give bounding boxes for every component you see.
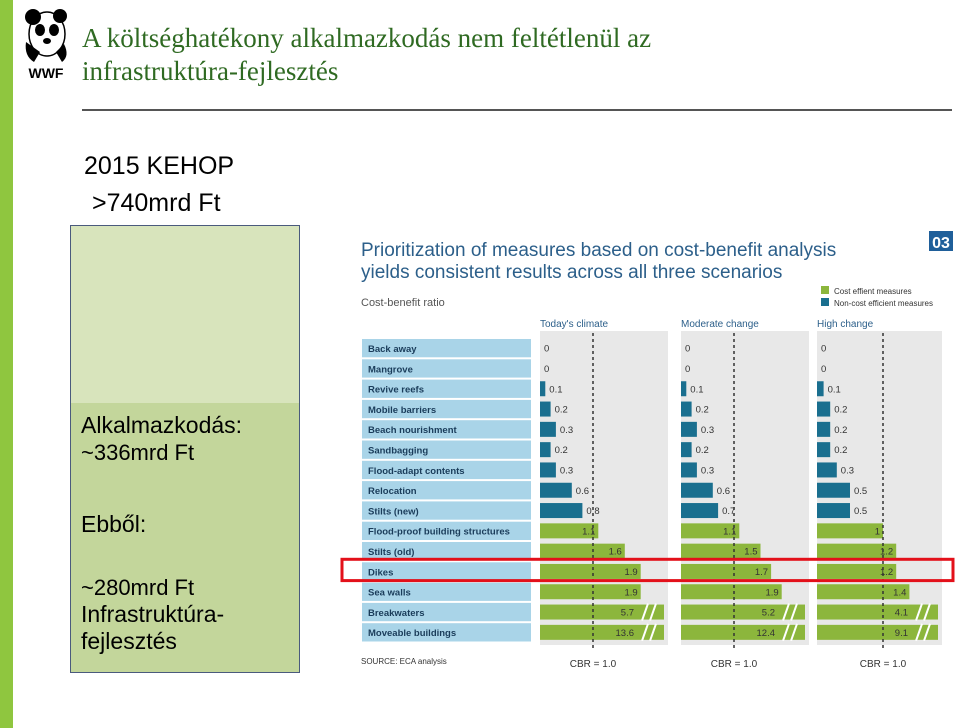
- data-label: 0.1: [549, 384, 563, 396]
- reference-label: CBR = 1.0: [569, 659, 617, 670]
- kehop-year: 2015 KEHOP: [84, 152, 235, 180]
- bar: [817, 503, 850, 518]
- data-label: 4.1: [894, 607, 908, 619]
- data-label: 0: [685, 343, 691, 355]
- category-label: Moveable buildings: [368, 628, 457, 640]
- legend-label-non-cost-efficient: Non-cost efficient measures: [834, 299, 934, 308]
- title-line-2: infrastruktúra-fejlesztés: [82, 56, 339, 86]
- category-label: Breakwaters: [368, 607, 425, 619]
- data-label: 5.7: [620, 607, 634, 619]
- data-label: 0.6: [716, 485, 731, 497]
- bar: [540, 462, 556, 477]
- data-label: 0.2: [554, 445, 568, 457]
- data-label: 0: [544, 363, 550, 375]
- data-label: 1.9: [624, 587, 638, 599]
- data-label: 0.5: [854, 506, 868, 518]
- data-label: 0.1: [827, 384, 841, 396]
- bar: [817, 483, 850, 498]
- category-label: Back away: [368, 344, 417, 355]
- data-label: 0.2: [695, 404, 709, 416]
- data-label: 1.2: [879, 546, 894, 558]
- data-label: 0.3: [559, 465, 574, 477]
- data-label: 0.2: [834, 445, 848, 457]
- scenario-header: High change: [817, 319, 874, 330]
- scenario-header: Moderate change: [681, 319, 759, 330]
- bar: [540, 422, 556, 437]
- data-label: 0.6: [575, 485, 590, 497]
- data-label: 0.3: [840, 465, 855, 477]
- infrastructure-label-2: fejlesztés: [81, 628, 177, 654]
- kehop-amount: >740mrd Ft: [92, 189, 221, 217]
- adaptation-value: ~336mrd Ft: [81, 440, 195, 465]
- category-label: Mangrove: [368, 364, 413, 376]
- data-label: 1.2: [879, 566, 894, 578]
- data-label: 9.1: [894, 627, 908, 639]
- category-label: Revive reefs: [368, 384, 424, 396]
- data-label: 13.6: [615, 627, 634, 639]
- bar: [817, 402, 830, 417]
- title-line-1: A költséghatékony alkalmazkodás nem feltétlenül az: [82, 23, 652, 53]
- data-label: 0: [544, 343, 550, 355]
- data-label: 1: [874, 526, 880, 538]
- scenario-header: Today's climate: [540, 319, 609, 330]
- data-label: 0.2: [834, 404, 848, 416]
- legend-swatch-non-cost-efficient: [821, 298, 829, 306]
- category-label: Stilts (old): [368, 547, 415, 558]
- chart-source: SOURCE: ECA analysis: [361, 657, 447, 666]
- data-label: 5.2: [761, 607, 775, 619]
- reference-label: CBR = 1.0: [859, 659, 907, 670]
- data-label: 0.3: [700, 465, 715, 477]
- chart-subtitle: Cost-benefit ratio: [361, 297, 445, 309]
- category-label: Sandbagging: [368, 445, 429, 457]
- data-label: 1.6: [608, 546, 622, 558]
- data-label: 1.5: [744, 546, 758, 558]
- chart-title-line-1: Prioritization of measures based on cost-benefit analysis: [361, 240, 837, 261]
- data-label: 0: [821, 343, 827, 355]
- data-label: 1.1: [723, 526, 737, 538]
- category-label: Flood-adapt contents: [368, 465, 465, 477]
- category-label: Beach nourishment: [368, 425, 457, 437]
- data-label: 12.4: [756, 627, 775, 639]
- bar: [540, 503, 582, 518]
- data-label: 1.7: [754, 566, 769, 578]
- legend-label-cost-efficient: Cost effient measures: [834, 287, 912, 296]
- data-label: 1.4: [893, 587, 907, 599]
- bar: [540, 402, 551, 417]
- category-label: Relocation: [368, 486, 417, 498]
- bar: [817, 381, 824, 396]
- bar: [540, 483, 572, 498]
- chart-badge-text: 03: [932, 235, 950, 252]
- of-which-label: Ebből:: [81, 511, 147, 537]
- bar: [817, 523, 883, 538]
- data-label: 0.2: [554, 404, 568, 416]
- bar: [681, 462, 697, 477]
- category-label: Dikes: [368, 567, 394, 579]
- bar: [817, 442, 830, 457]
- bar: [540, 381, 545, 396]
- adaptation-label: Alkalmazkodás:: [81, 412, 243, 438]
- data-label: 0: [685, 363, 691, 375]
- bar: [681, 442, 692, 457]
- data-label: 0.2: [695, 445, 709, 457]
- bar: [681, 402, 692, 417]
- category-label: Flood-proof building structures: [368, 526, 510, 538]
- wwf-logo-text: WWF: [28, 65, 64, 81]
- category-label: Sea walls: [368, 587, 411, 599]
- data-label: 0.5: [854, 485, 868, 497]
- data-label: 1.9: [765, 587, 779, 599]
- category-label: Mobile barriers: [368, 404, 437, 416]
- data-label: 1.9: [624, 566, 638, 578]
- bar: [681, 381, 686, 396]
- data-label: 0.8: [586, 506, 600, 518]
- bar: [817, 462, 837, 477]
- legend-swatch-cost-efficient: [821, 286, 829, 294]
- infrastructure-label-1: Infrastruktúra-: [81, 601, 225, 627]
- data-label: 1.1: [582, 526, 596, 538]
- data-label: 0.1: [690, 384, 704, 396]
- bar: [681, 503, 718, 518]
- data-label: 0.2: [834, 424, 848, 436]
- data-label: 0.3: [700, 424, 715, 436]
- bar: [817, 422, 830, 437]
- data-label: 0.7: [722, 506, 736, 518]
- category-label: Stilts (new): [368, 506, 419, 518]
- bar: [681, 422, 697, 437]
- bar: [681, 483, 713, 498]
- infrastructure-value: ~280mrd Ft: [81, 575, 195, 600]
- chart-title-line-2: yields consistent results across all three scenarios: [361, 262, 783, 283]
- bar: [540, 442, 551, 457]
- data-label: 0.3: [559, 424, 574, 436]
- data-label: 0: [821, 363, 827, 375]
- reference-label: CBR = 1.0: [710, 659, 758, 670]
